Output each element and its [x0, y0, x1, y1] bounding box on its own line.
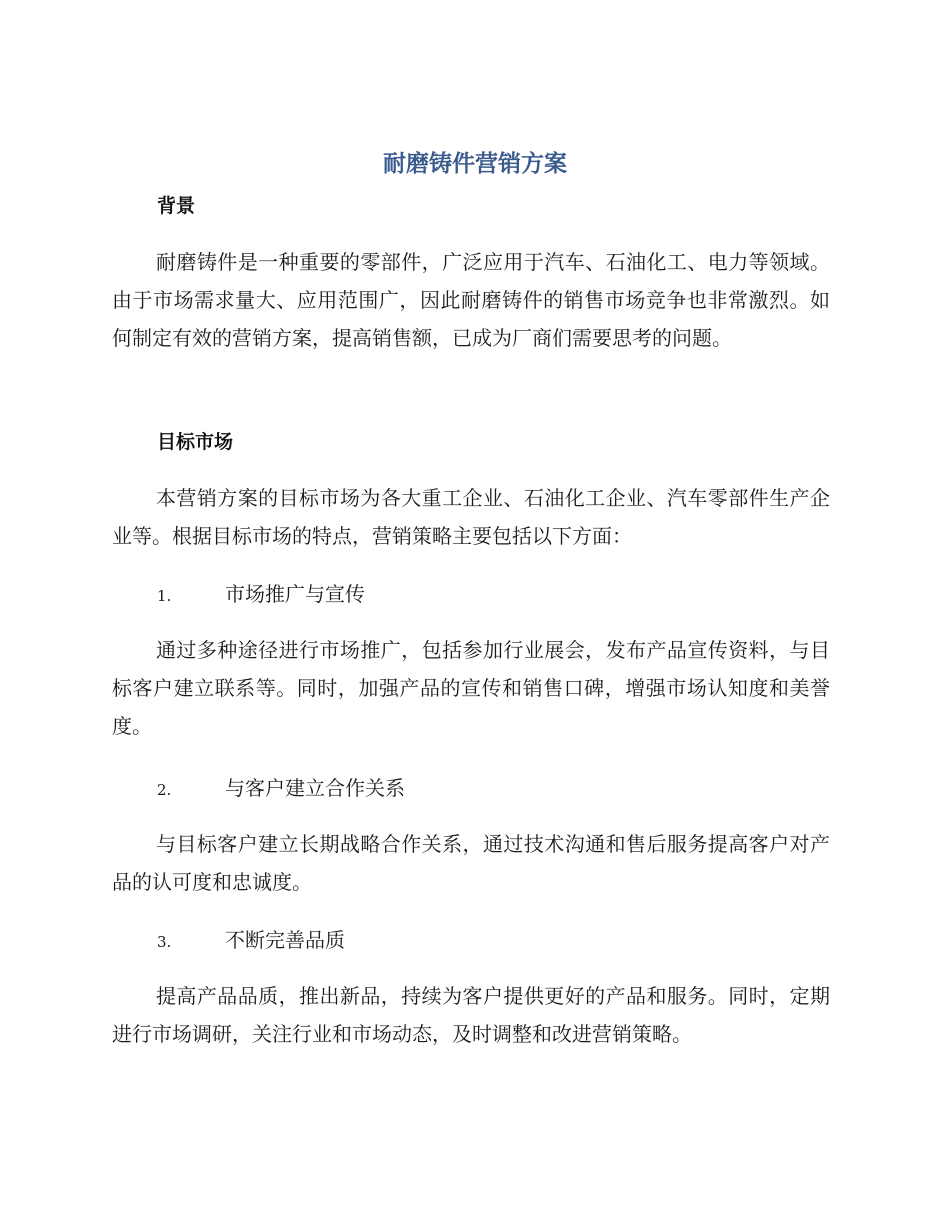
strategy-item-3: [157, 925, 345, 957]
strategy-title: 市场推广与宣传: [225, 582, 365, 606]
strategy-number: 2.: [157, 781, 172, 799]
section-paragraph-target-market: 本营销方案的目标市场为各大重工企业、石油化工企业、汽车零部件生产企业等。根据目标市场的特点，营销策略主要包括以下方面：: [112, 486, 830, 548]
strategy-title: 与客户建立合作关系: [225, 776, 405, 800]
document-title: 耐磨铸件营销方案: [383, 151, 567, 177]
strategy-item-2: [157, 773, 405, 805]
strategy-paragraph-1: 通过多种途径进行市场推广，包括参加行业展会，发布产品宣传资料，与目标客户建立联系等。同时，加强产品的宣传和销售口碑，增强市场认知度和美誉度。: [112, 638, 830, 738]
strategy-title: 不断完善品质: [225, 928, 345, 952]
section-paragraph-background: 耐磨铸件是一种重要的零部件，广泛应用于汽车、石油化工、电力等领域。由于市场需求量大、应用范围广，因此耐磨铸件的销售市场竞争也非常激烈。如何制定有效的营销方案，提高销售额，已成为厂商们需要思考的问题。: [112, 250, 830, 350]
section-heading-target-market: 目标市场: [157, 431, 234, 453]
strategy-paragraph-2: 与目标客户建立长期战略合作关系，通过技术沟通和售后服务提高客户对产品的认可度和忠诚度。: [112, 832, 830, 894]
strategy-number: 1.: [157, 587, 172, 605]
section-heading-background: 背景: [157, 195, 196, 217]
strategy-number: 3.: [157, 933, 172, 951]
strategy-paragraph-3: 提高产品品质，推出新品，持续为客户提供更好的产品和服务。同时，定期进行市场调研，关注行业和市场动态，及时调整和改进营销策略。: [112, 984, 830, 1046]
strategy-item-1: [157, 579, 365, 611]
